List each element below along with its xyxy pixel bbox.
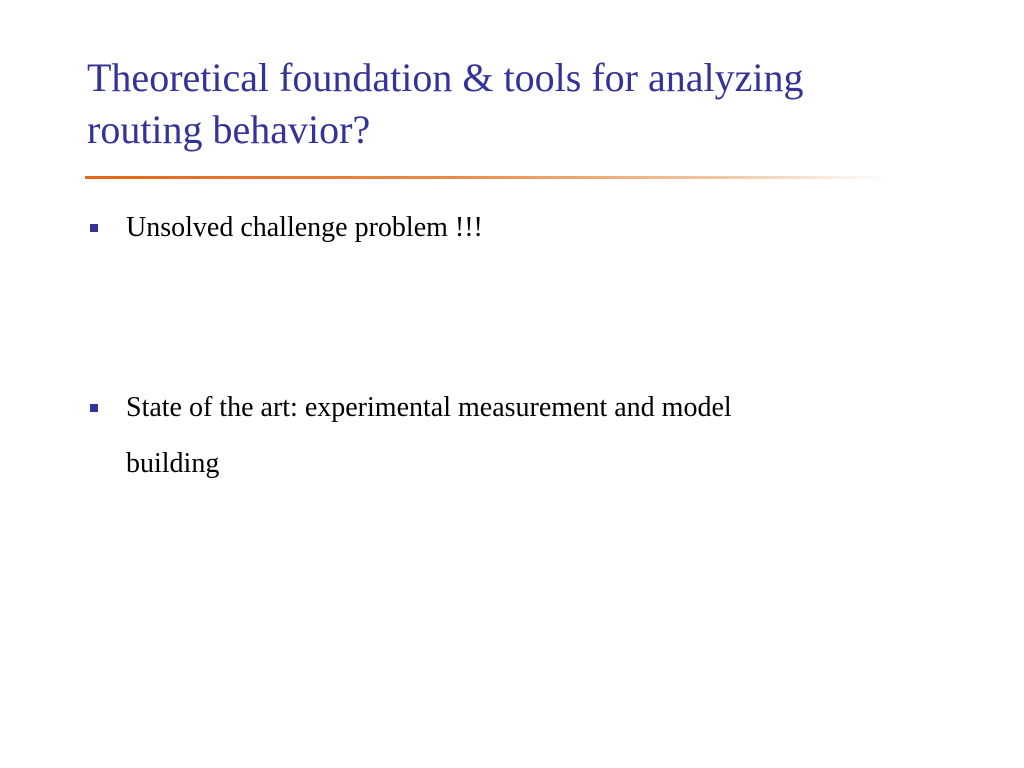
- square-bullet-icon: [90, 224, 98, 232]
- slide-title-line-2: routing behavior?: [87, 107, 371, 152]
- square-bullet-icon: [90, 404, 98, 412]
- bullet-text-2: [126, 380, 886, 492]
- slide-title: [87, 52, 927, 156]
- bullet-text-2-line-1: State of the art: experimental measurement and model: [126, 392, 732, 423]
- bullet-text-1: [126, 200, 886, 256]
- title-divider: [85, 176, 890, 179]
- bullet-text-2-line-2: building: [126, 448, 220, 479]
- slide-title-line-1: Theoretical foundation & tools for analyzing: [87, 55, 804, 100]
- bullet-text-1-line-1: Unsolved challenge problem !!!: [126, 212, 483, 243]
